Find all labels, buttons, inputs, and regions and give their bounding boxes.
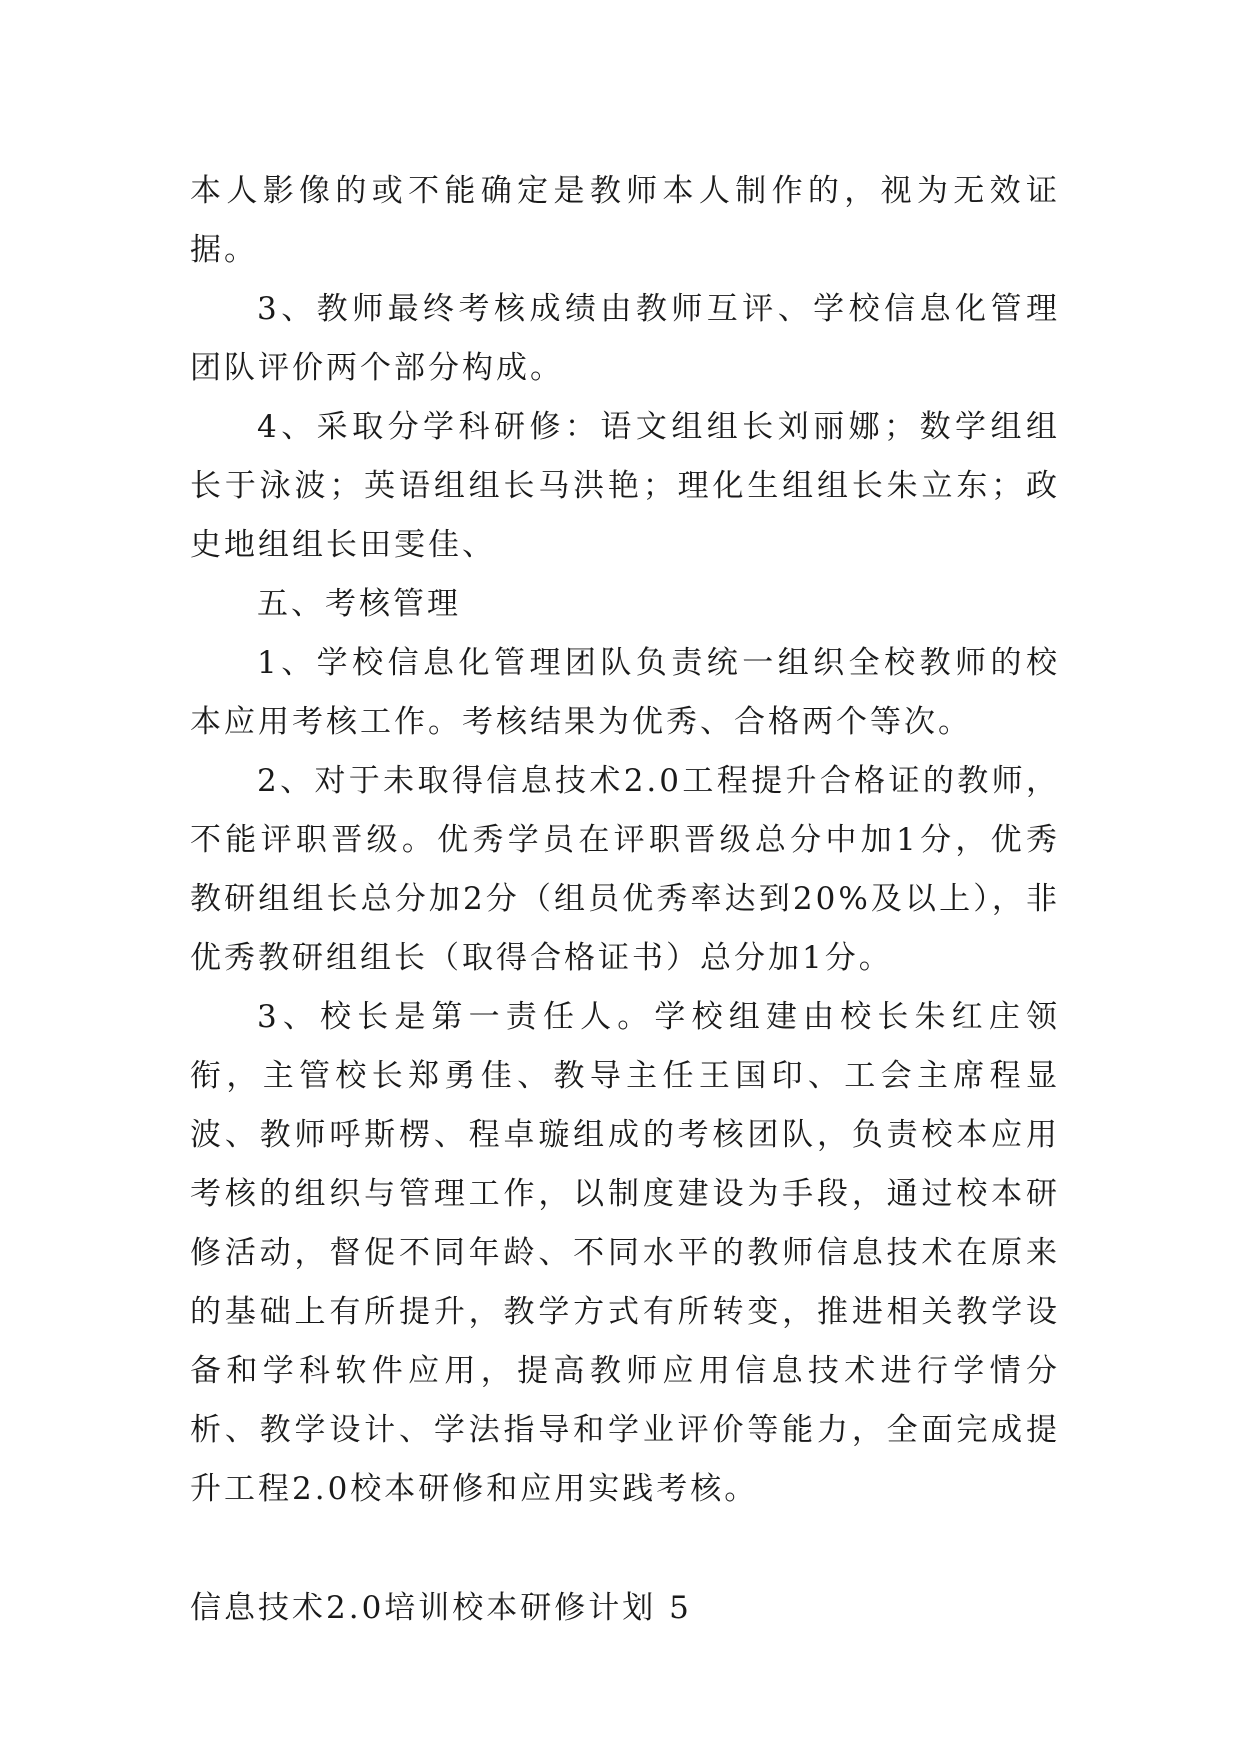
paragraph-item-1-team: 1、学校信息化管理团队负责统一组织全校教师的校本应用考核工作。考核结果为优秀、合格两个等次。 <box>190 645 1060 740</box>
paragraph-item-3-score: 3、教师最终考核成绩由教师互评、学校信息化管理团队评价两个部分构成。 <box>190 291 1060 386</box>
paragraph-continuation: 本人影像的或不能确定是教师本人制作的，视为无效证据。 <box>190 173 1060 268</box>
section-heading-assessment: 五、考核管理 <box>257 586 461 622</box>
spacer <box>190 1519 1060 1579</box>
next-document-title: 信息技术2.0培训校本研修计划 5 <box>190 1590 692 1626</box>
paragraph-item-3-principal: 3、校长是第一责任人。学校组建由校长朱红庄领衔，主管校长郑勇佳、教导主任王国印、工会主席程显波、教师呼斯楞、程卓璇组成的考核团队，负责校本应用考核的组织与管理工作，以制度建设为手段，通过校本研修活动，督促不同年龄、不同水平的教师信息技术在原来的基础上有所提升，教学方式有所转变，推进相关教学设备和学科软件应用，提高教师应用信息技术进行学情分析、教学设计、学法指导和学业评价等能力，全面完成提升工程2.0校本研修和应用实践考核。 <box>190 999 1060 1507</box>
paragraph-item-4-subjects: 4、采取分学科研修：语文组组长刘丽娜；数学组组长于泳波；英语组组长马洪艳；理化生组组长朱立东；政史地组组长田雯佳、 <box>190 409 1060 563</box>
paragraph-item-2-certificate: 2、对于未取得信息技术2.0工程提升合格证的教师，不能评职晋级。优秀学员在评职晋级总分中加1分，优秀教研组组长总分加2分（组员优秀率达到20%及以上），非优秀教研组组长（取得合格证书）总分加1分。 <box>190 763 1060 976</box>
document-body <box>190 162 1060 1638</box>
